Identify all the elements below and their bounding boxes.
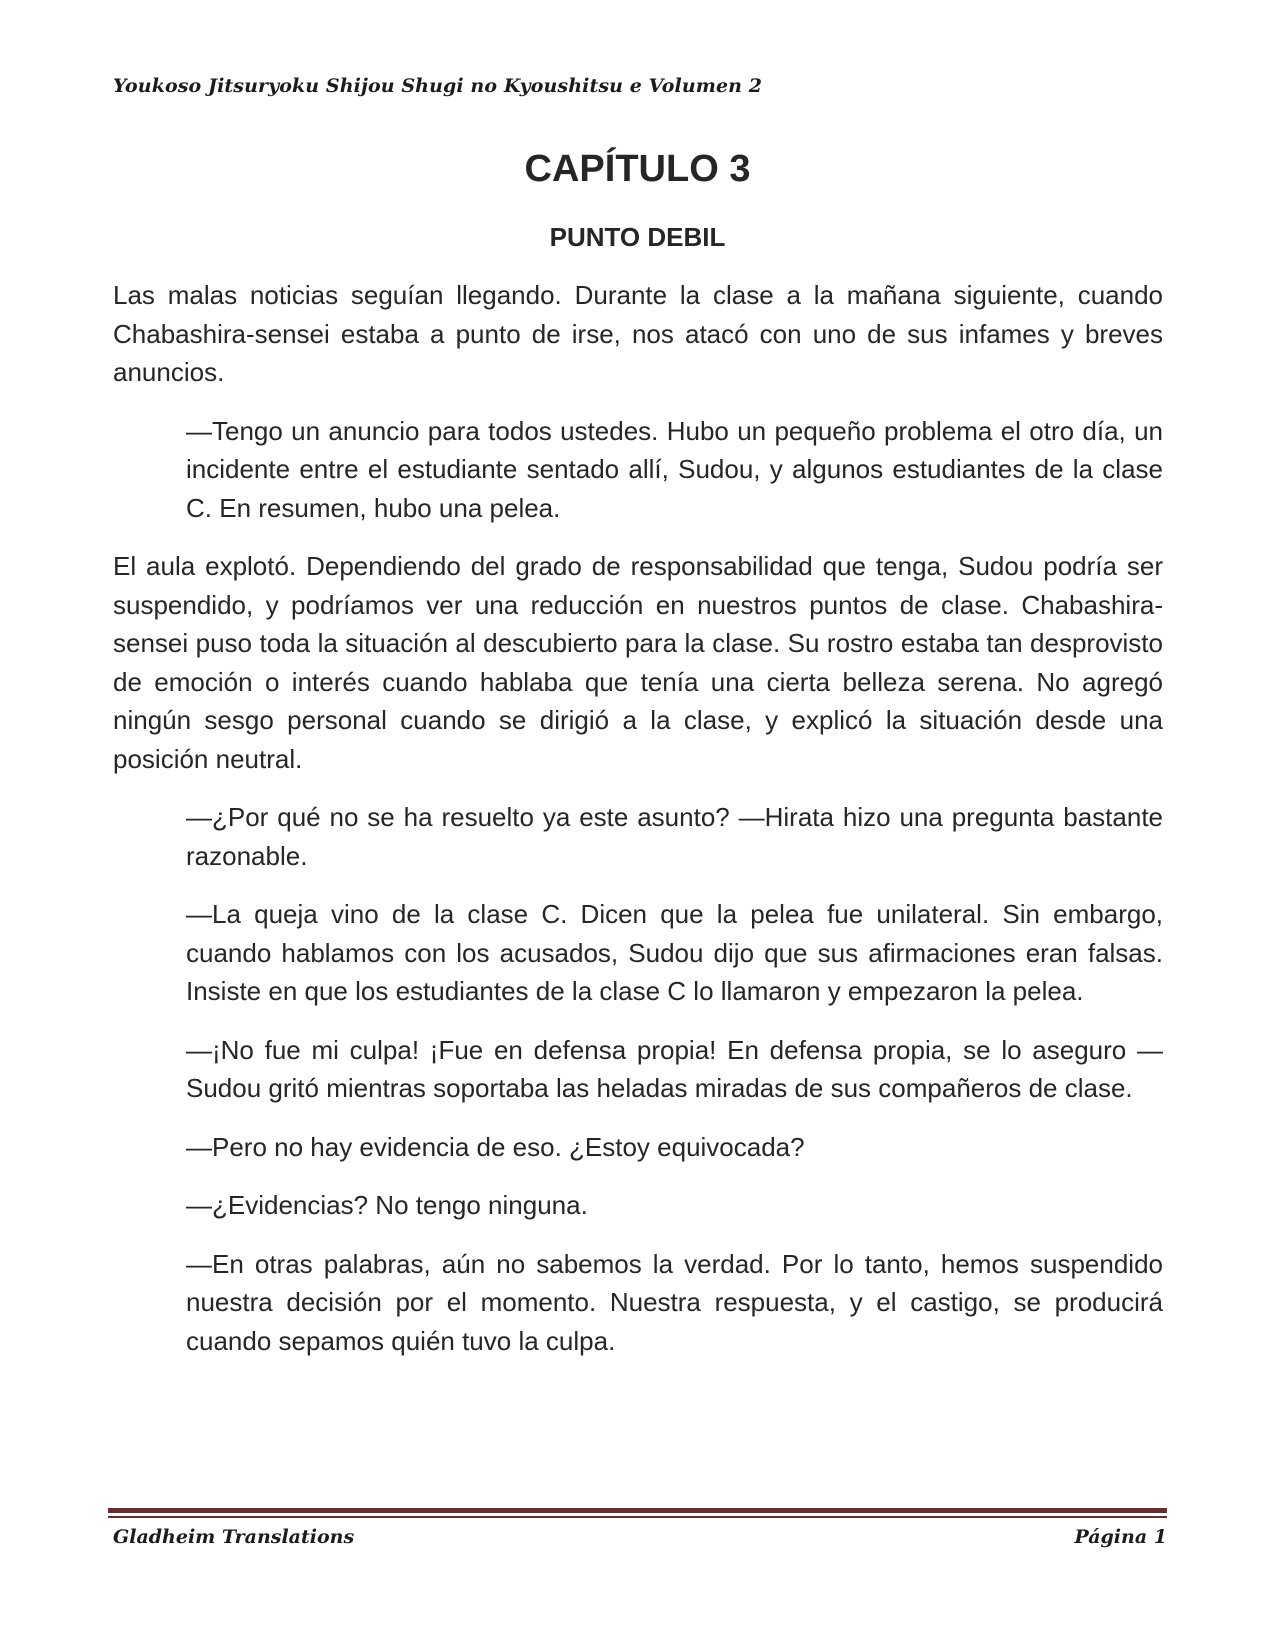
running-header: Youkoso Jitsuryoku Shijou Shugi no Kyoushitsu e Volumen 2 — [113, 75, 763, 97]
dialog-paragraph: —¡No fue mi culpa! ¡Fue en defensa propia! En defensa propia, se lo aseguro —Sudou gritó mientras soportaba las heladas miradas de sus compañeros de clase. — [186, 1034, 1163, 1103]
paragraph: El aula explotó. Dependiendo del grado de responsabilidad que tenga, Sudou podría ser suspendido, y podríamos ver una reducción en nuestros puntos de clase. Chabashira-sensei puso toda la situación al descubierto para la clase. Su rostro estaba tan desprovisto de emoción o interés cuando hablaba que tenía una cierta belleza serena. No agregó ningún sesgo personal cuando se dirigió a la clase, y explicó la situación desde una posición neutral. — [113, 551, 1163, 774]
chapter-subtitle: PUNTO DEBIL — [549, 222, 726, 252]
paragraph: Las malas noticias seguían llegando. Durante la clase a la mañana siguiente, cuando Chabashira-sensei estaba a punto de irse, nos atacó con uno de sus infames y breves anuncios. — [113, 280, 1163, 387]
body-text — [113, 276, 1163, 1380]
footer-translator: Gladheim Translations — [113, 1526, 355, 1548]
dialog-paragraph: —Pero no hay evidencia de eso. ¿Estoy equivocada? — [186, 1131, 805, 1162]
dialog-paragraph: —En otras palabras, aún no sabemos la verdad. Por lo tanto, hemos suspendido nuestra decisión por el momento. Nuestra respuesta, y el castigo, se producirá cuando sepamos quién tuvo la culpa. — [186, 1248, 1163, 1356]
dialog-paragraph: —¿Por qué no se ha resuelto ya este asunto? —Hirata hizo una pregunta bastante razonable. — [186, 802, 1163, 871]
dialog-paragraph: —¿Evidencias? No tengo ninguna. — [186, 1190, 588, 1220]
footer-divider-thin — [108, 1516, 1167, 1518]
dialog-paragraph: —La queja vino de la clase C. Dicen que la pelea fue unilateral. Sin embargo, cuando hablamos con los acusados, Sudou dijo que sus afirmaciones eran falsas. Insiste en que los estudiantes de la clase C lo llamaron y empezaron la pelea. — [186, 899, 1163, 1006]
footer-page-number: Página 1 — [1074, 1526, 1167, 1548]
chapter-title: CAPÍTULO 3 — [524, 148, 751, 190]
dialog-paragraph: —Tengo un anuncio para todos ustedes. Hubo un pequeño problema el otro día, un incidente entre el estudiante sentado allí, Sudou, y algunos estudiantes de la clase C. En resumen, hubo una pelea. — [186, 415, 1163, 523]
footer-divider — [108, 1508, 1167, 1513]
